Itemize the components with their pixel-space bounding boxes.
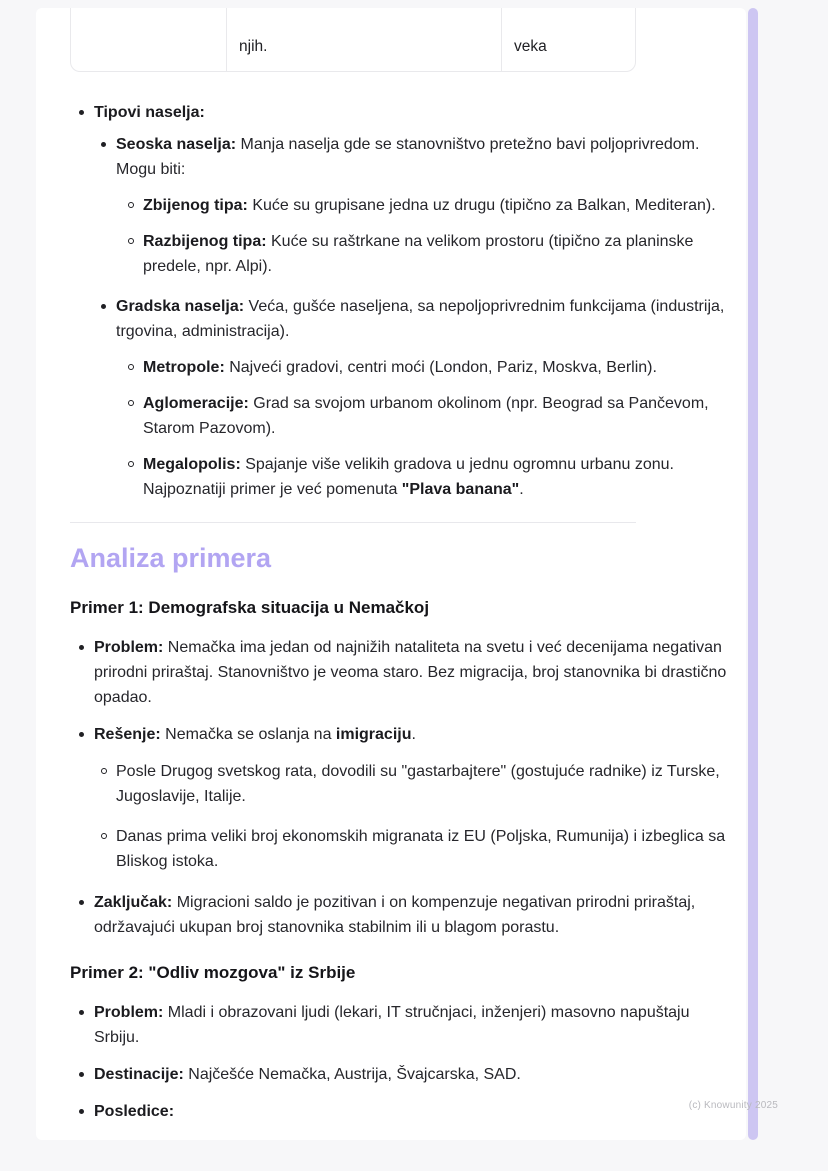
list-item-megalopolis	[70, 452, 734, 502]
circle-bullet-icon	[128, 238, 134, 244]
item-term: Zaključak:	[94, 894, 173, 911]
bullet-icon	[79, 645, 84, 650]
item-text: Najveći gradovi, centri moći (London, Pariz, Moskva, Berlin).	[224, 359, 657, 376]
bullet-icon	[79, 110, 84, 115]
list-item-destinacije	[70, 1062, 734, 1087]
item-term: Gradska naselja:	[116, 298, 245, 315]
item-term-emphasis: "Plava banana"	[401, 481, 520, 498]
item-text: Kuće su raštrkane na velikom prostoru (tipično za planinske predele, npr. Alpi).	[143, 233, 694, 275]
circle-bullet-icon	[101, 833, 107, 839]
table-cell-empty	[71, 8, 226, 71]
item-term: Megalopolis:	[143, 456, 241, 473]
item-term: Problem:	[94, 1004, 164, 1021]
list-item-problem-1	[70, 635, 734, 710]
bullet-icon	[79, 900, 84, 905]
list-item-gradska-naselja	[70, 294, 734, 344]
item-text: Nemačka se oslanja na	[160, 726, 336, 743]
subheading-primer-1: Primer 1: Demografska situacija u Nemačkoj	[70, 598, 430, 617]
item-term: Posledice:	[94, 1103, 175, 1120]
watermark-text: (c) Knowunity 2025	[688, 1100, 778, 1111]
item-term: Aglomeracije:	[143, 395, 249, 412]
item-text: Posle Drugog svetskog rata, dovodili su "gastarbajtere" (gostujuće radnike) iz Turske, Jugoslavije, Italije.	[116, 763, 720, 805]
section-heading-analiza-primera: Analiza primera	[70, 543, 272, 573]
list-item-zbijenog-tipa	[70, 193, 734, 218]
bullet-icon	[79, 1010, 84, 1015]
table-fragment	[70, 8, 636, 72]
list-item-zakljucak	[70, 890, 734, 940]
item-text: Nemačka ima jedan od najnižih nataliteta na svetu i već decenijama negativan prirodni priraštaj. Stanovništvo je veoma staro. Bez migracija, broj stanovnika bi drastično opadao.	[94, 639, 727, 706]
circle-bullet-icon	[128, 364, 134, 370]
item-term-emphasis: imigraciju	[335, 726, 412, 743]
bullet-icon	[101, 304, 106, 309]
document-page	[36, 8, 746, 1140]
list-item-razbijenog-tipa	[70, 229, 734, 279]
circle-bullet-icon	[101, 768, 107, 774]
item-text: Kuće su grupisane jedna uz drugu (tipično za Balkan, Mediteran).	[247, 197, 716, 214]
circle-bullet-icon	[128, 400, 134, 406]
bullet-icon	[79, 732, 84, 737]
list-item-aglomeracije	[70, 391, 734, 441]
bullet-icon	[79, 1072, 84, 1077]
list-item-resenje	[70, 722, 734, 747]
item-term: Razbijenog tipa:	[143, 233, 267, 250]
item-text: Migracioni saldo je pozitivan i on kompenzuje negativan prirodni priraštaj, održavajući ukupan broj stanovnika stabilnim ili u blagom porastu.	[94, 894, 696, 936]
list-item-migranti-eu	[70, 824, 734, 874]
bullet-icon	[101, 142, 106, 147]
table-cell: veka	[501, 8, 635, 71]
list-item-tipovi-naselja	[70, 100, 734, 125]
item-term: Tipovi naselja:	[94, 104, 205, 121]
item-text: Spajanje više velikih gradova u jednu ogromnu urbanu zonu. Najpoznatiji primer je već pomenuta	[143, 456, 674, 498]
item-text: Veća, gušće naseljena, sa nepoljoprivrednim funkcijama (industrija, trgovina, administracija).	[116, 298, 725, 340]
circle-bullet-icon	[128, 202, 134, 208]
list-item-metropole	[70, 355, 734, 380]
item-text: Grad sa svojom urbanom okolinom (npr. Beograd sa Pančevom, Starom Pazovom).	[143, 395, 709, 437]
scrollbar[interactable]	[748, 8, 758, 1140]
item-text: Danas prima veliki broj ekonomskih migranata iz EU (Poljska, Rumunija) i izbeglica sa Bliskog istoka.	[116, 828, 726, 870]
item-text: Mladi i obrazovani ljudi (lekari, IT stručnjaci, inženjeri) masovno napuštaju Srbiju.	[94, 1004, 690, 1046]
section-divider	[70, 522, 636, 523]
document-content	[36, 8, 746, 1124]
item-text: Manja naselja gde se stanovništvo pretežno bavi poljoprivredom. Mogu biti:	[116, 136, 700, 178]
item-term: Seoska naselja:	[116, 136, 237, 153]
item-term: Problem:	[94, 639, 164, 656]
item-text: .	[411, 726, 416, 743]
circle-bullet-icon	[128, 461, 134, 467]
item-text: .	[519, 481, 524, 498]
list-item-seoska-naselja	[70, 132, 734, 182]
item-term: Destinacije:	[94, 1066, 184, 1083]
table-cell: njih.	[226, 8, 501, 71]
item-term: Metropole:	[143, 359, 225, 376]
item-term: Rešenje:	[94, 726, 161, 743]
list-item-posledice	[70, 1099, 734, 1124]
item-text: Najčešće Nemačka, Austrija, Švajcarska, SAD.	[183, 1066, 521, 1083]
list-item-problem-2	[70, 1000, 734, 1050]
subheading-primer-2: Primer 2: "Odliv mozgova" iz Srbije	[70, 963, 356, 982]
list-item-gastarbajteri	[70, 759, 734, 809]
bullet-icon	[79, 1109, 84, 1114]
item-term: Zbijenog tipa:	[143, 197, 248, 214]
